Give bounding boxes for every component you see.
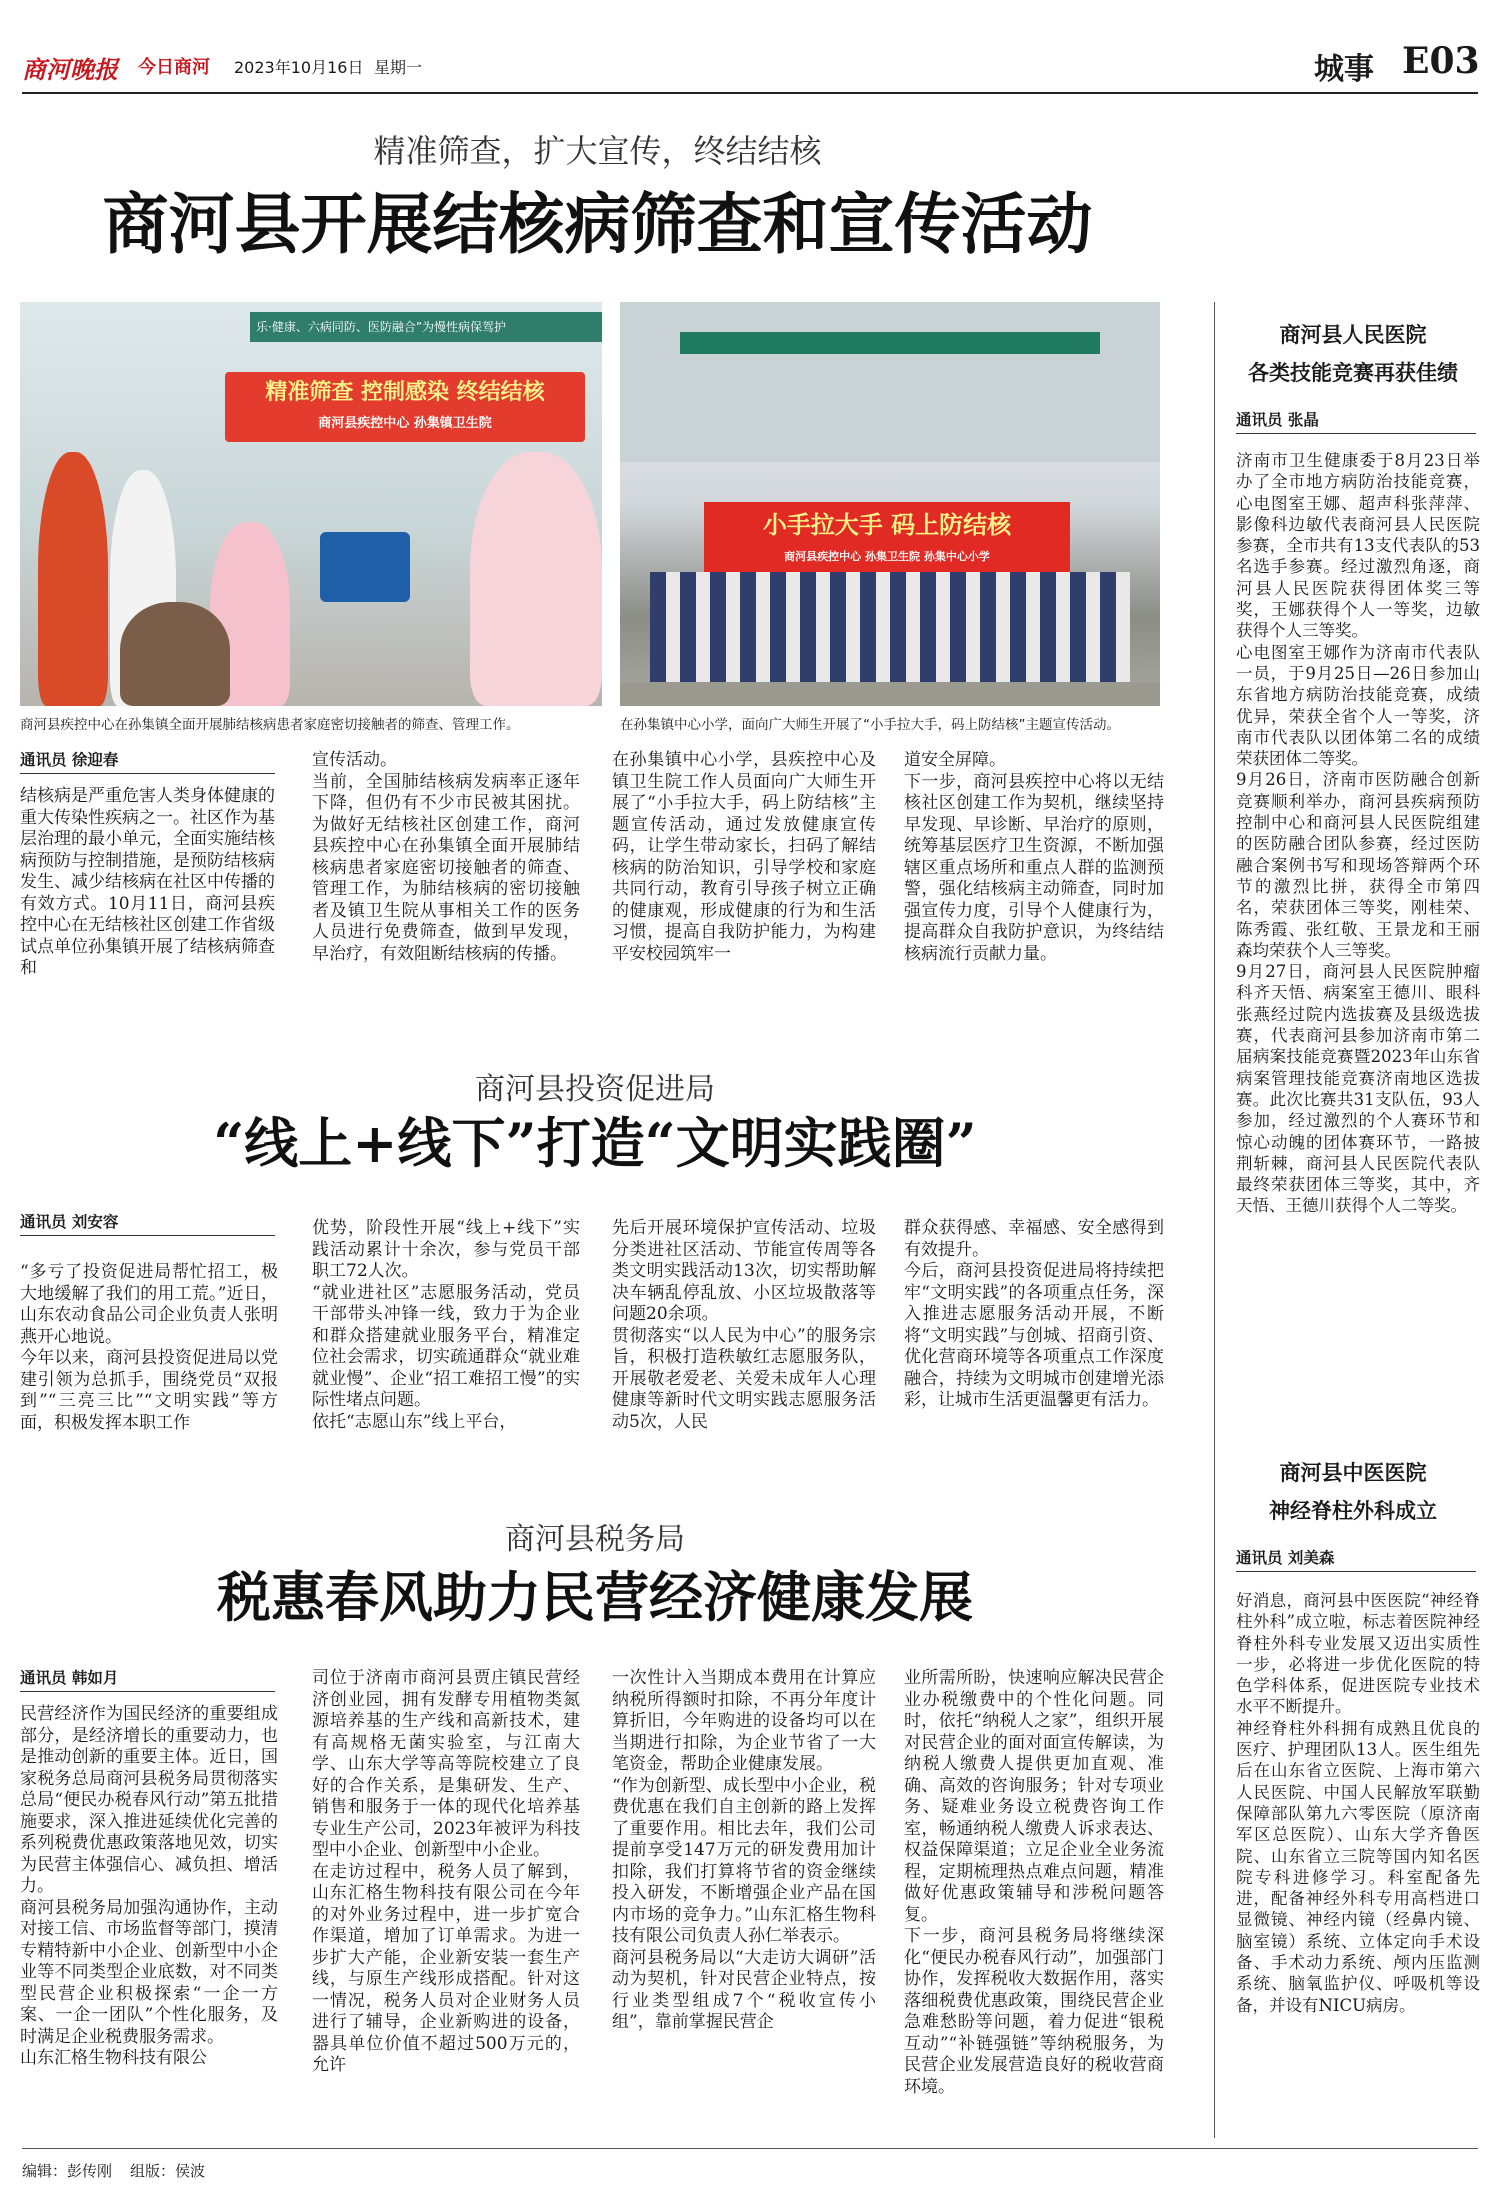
story2-kicker: 商河县投资促进局 — [475, 1072, 715, 1107]
side1-head-1: 商河县人民医院 — [1279, 322, 1427, 347]
ground — [620, 682, 1160, 706]
wall-sign: 乐·健康、六病同防、医防融合”为慢性病保驾护 — [250, 312, 602, 342]
story1-photo2-caption: 在孙集镇中心小学，面向广大师生开展了“小手拉大手，码上防结核”主题宣传活动。 — [620, 717, 1120, 733]
story1-photo-screening — [20, 302, 602, 706]
school-building — [620, 302, 1160, 462]
story1-photo-school — [620, 302, 1160, 706]
story3-col-3: 一次性计入当期成本费用在计算应纳税所得额时扣除，不再分年度计算折旧，今年购进的设备均可以在当期进行扣除，为企业节省了一大笔资金，帮助企业健康发展。 “作为创新型、成长型中小企业，税费优惠在我们自主创新的路上发挥了重要作用。相比去年，我们公司提前享受147万元的研发费用加计扣除，我们打算将节省的资金继续投入研发，不断增强企业产品在国内市场的竞争力。”山东汇格生物科技有限公司负责人孙仁举表示。 商河县税务局以“大走访大调研”活动为契机，针对民营企业特点，按行业类型组成7个“税收宣传小组”，靠前掌握民营企 — [612, 1668, 876, 2032]
footer-rule — [22, 2148, 1478, 2149]
story1-headline: 商河县开展结核病筛查和宣传活动 — [102, 185, 1093, 263]
side2-byline: 通讯员 刘美森 — [1236, 1546, 1476, 1572]
screening-banner-title: 精准筛查 控制感染 终结结核 — [265, 380, 545, 405]
side2-text: 好消息，商河县中医医院“神经脊柱外科”成立啦，标志着医院神经脊柱外科专业发展又迈出实质性一步，必将进一步优化医院的特色学科体系，促进医院专业技术水平不断提升。 神经脊柱外科拥有成熟且优良的医疗、护理团队13人。医生组先后在山东省立医院、上海市第六人民医院、中国人民解放军联勤保障部队第九六零医院（原济南军区总医院）、山东大学齐鲁医院、山东省立三院等国内知名医院专科进修学习。科室配备先进，配备神经外科专用高档进口显微镜、神经内镜（经鼻内镜、脑室镜）系统、立体定向手术设备、手术动力系统、颅内压监测系统、脑氧监护仪、呼吸机等设备，并设有NICU病房。 — [1236, 1591, 1480, 2015]
side2-head-1: 商河县中医医院 — [1279, 1460, 1427, 1485]
story1-photo1-caption: 商河县疾控中心在孙集镇全面开展肺结核病患者家庭密切接触者的筛查、管理工作。 — [20, 717, 520, 733]
medical-box — [320, 532, 410, 602]
story1-col-3: 在孙集镇中心小学，县疾控中心及镇卫生院工作人员面向广大师生开展了“小手拉大手，码上防结核”主题宣传活动，通过发放健康宣传码，让学生带动家长，扫码了解结核病的防治知识，引导学校和家庭共同行动，教育引导孩子树立正确的健康观，形成健康的行为和生活习惯，提高自我防护能力，为构建平安校园筑牢一 — [612, 750, 876, 964]
story2-col-2: 优势，阶段性开展“线上+线下”实践活动累计十余次，参与党员干部职工72人次。 “就业进社区”志愿服务活动，党员干部带头冲锋一线，致力于为企业和群众搭建就业服务平台，精准定位社会需求，切实疏通群众“就业难就业慢”、企业“招工难招工慢”的实际性堵点问题。 依托“志愿山东”线上平台， — [312, 1218, 580, 1432]
side2-head-2: 神经脊柱外科成立 — [1269, 1498, 1437, 1523]
story1-kicker: 精准筛查，扩大宣传，终结结核 — [373, 132, 822, 170]
story3-col-4: 业所需所盼，快速响应解决民营企业办税缴费中的个性化问题。同时，依托“纳税人之家”，组织开展对民营企业的面对面宣传解读，为纳税人缴费人提供更加直观、准确、高效的咨询服务；针对专项业务、疑难业务设立税费咨询工作室，畅通纳税人缴费人诉求表达、权益保障渠道；立足企业全业务流程，定期梳理热点难点问题，精准做好优惠政策辅导和涉税问题答复。 下一步，商河县税务局将继续深化“便民办税春风行动”，加强部门协作，发挥税收大数据作用，落实落细税费优惠政策，围绕民营企业急难愁盼等问题，着力促进“银税互动”“补链强链”等纳税服务，为民营企业发展营造良好的税收营商环境。 — [904, 1668, 1164, 2097]
paper-logo: 商河晚报 — [22, 55, 118, 84]
patient-figure — [120, 602, 230, 706]
students-row — [650, 572, 1130, 682]
page-number: E03 — [1402, 40, 1480, 82]
screening-banner — [225, 372, 585, 442]
story1-col-4: 道安全屏障。 下一步，商河县疾控中心将以无结核社区创建工作为契机，继续坚持早发现、早诊断、早治疗的原则，统筹基层医疗卫生资源，不断加强辖区重点场所和重点人群的监测预警，强化结核病主动筛查，同时加强宣传力度，引导个人健康行为，提高群众自我防护意识，为终结结核病流行贡献力量。 — [904, 750, 1164, 964]
story3-kicker: 商河县税务局 — [505, 1522, 685, 1557]
story1-col-2: 宣传活动。 当前，全国肺结核病发病率正逐年下降，但仍有不少市民被其困扰。为做好无结核社区创建工作，商河县疾控中心在孙集镇全面开展肺结核病患者家庭密切接触者的筛查、管理工作，为肺结核病的密切接触者及镇卫生院从事相关工作的医务人员进行免费筛查，做到早发现，早治疗，有效阻断结核病的传播。 — [312, 750, 580, 964]
issue-weekday: 星期一 — [374, 58, 423, 77]
story1-byline: 通讯员 徐迎春 — [20, 748, 275, 774]
staff-figure — [38, 452, 108, 706]
footer-layout: 组版：侯波 — [130, 2162, 206, 2180]
column-name: 城事 — [1314, 52, 1374, 87]
side1-byline: 通讯员 张晶 — [1236, 408, 1476, 434]
story2-byline: 通讯员 刘安容 — [20, 1210, 275, 1236]
story3-col-2: 司位于济南市商河县贾庄镇民营经济创业园，拥有发酵专用植物类氮源培养基的生产线和高新技术，建有高规格无菌实验室，与江南大学、山东大学等高等院校建立了良好的合作关系，是集研发、生产、销售和服务于一体的现代化培养基专业生产公司，2023年被评为科技型中小企业、创新型中小企业。 在走访过程中，税务人员了解到，山东汇格生物科技有限公司在今年的对外业务过程中，进一步扩宽合作渠道，增加了订单需求。为进一步扩大产能，企业新安装一套生产线，与原生产线形成搭配。针对这一情况，税务人员对企业财务人员进行了辅导，企业新购进的设备，器具单位价值不超过500万元的，允许 — [312, 1668, 580, 2075]
section-label: 今日商河 — [138, 57, 210, 78]
story3-byline: 通讯员 韩如月 — [20, 1666, 275, 1692]
sidebar-divider — [1214, 302, 1215, 2138]
school-window-band — [680, 332, 1100, 354]
school-banner — [704, 502, 1070, 576]
side1-text: 济南市卫生健康委于8月23日举办了全市地方病防治技能竞赛，心电图室王娜、超声科张萍萍、影像科边敏代表商河县人民医院参赛，全市共有13支代表队的53名选手参赛。经过激烈角逐，商河县人民医院获得团体奖三等奖，王娜获得个人一等奖，边敏获得个人三等奖。 心电图室王娜作为济南市代表队一员，于9月25日—26日参加山东省地方病防治技能竞赛，成绩优异，荣获全省个人一等奖，济南市代表队以团体第二名的成绩荣获团体二等奖。 9月26日，济南市医防融合创新竞赛顺利举办，商河县疾病预防控制中心和商河县人民医院组建的医防融合团队参赛，经过医防融合案例书写和现场答辩两个环节的激烈比拼，获得全市第四名，荣获团体三等奖，刚桂荣、陈秀霞、张红敬、王景龙和王丽森均荣获个人三等奖。 9月27日，商河县人民医院肿瘤科齐天悟、病案室王德川、眼科张燕经过院内选拔赛及县级选拔赛，代表商河县参加济南市第二届病案技能竞赛暨2023年山东省病案管理技能竞赛济南地区选拔赛。此次比赛共31支队伍，93人参加，经过激烈的个人赛环节和惊心动魄的团体赛环节，一路披荆斩棘，商河县人民医院代表队最终荣获团体三等奖，其中，齐天悟、王德川获得个人二等奖。 — [1236, 451, 1480, 1216]
story2-col-1: “多亏了投资促进局帮忙招工，极大地缓解了我们的用工荒。”近日，山东农动食品公司企业负责人张明燕开心地说。 今年以来，商河县投资促进局以党建引领为总抓手，围绕党员“双报到”“三亮三比”“文明实践”等方面，积极发挥本职工作 — [20, 1262, 278, 1433]
story2-col-4: 群众获得感、幸福感、安全感得到有效提升。 今后，商河县投资促进局将持续把牢“文明实践”的各项重点任务，深入推进志愿服务活动开展，不断将“文明实践”与创城、招商引资、优化营商环境等各项重点工作深度融合，持续为文明城市创建增光添彩，让城市生活更温馨更有活力。 — [904, 1218, 1164, 1410]
footer-editor: 编辑：彭传刚 — [22, 2162, 113, 2180]
masthead — [22, 40, 1478, 94]
story1-col-1: 结核病是严重危害人类身体健康的重大传染性疾病之一。社区作为基层治理的最小单元，全面实施结核病预防与控制措施，是预防结核病发生、减少结核病在社区中传播的有效方式。10月11日，商河县疾控中心在无结核社区创建工作省级试点单位孙集镇开展了结核病筛查和 — [20, 786, 275, 978]
school-banner-sub: 商河县疾控中心 孙集卫生院 孙集中心小学 — [784, 550, 990, 563]
story3-headline: 税惠春风助力民营经济健康发展 — [217, 1565, 973, 1629]
issue-date: 2023年10月16日 — [234, 58, 364, 77]
side1-head-2: 各类技能竞赛再获佳绩 — [1248, 360, 1458, 385]
story2-col-3: 先后开展环境保护宣传活动、垃圾分类进社区活动、节能宣传周等各类文明实践活动13次，切实帮助解决车辆乱停乱放、小区垃圾散落等问题20余项。 贯彻落实“以人民为中心”的服务宗旨，积极打造秩敏红志愿服务队，开展敬老爱老、关爱未成年人心理健康等新时代文明实践志愿服务活动5次，人民 — [612, 1218, 876, 1432]
story3-col-1: 民营经济作为国民经济的重要组成部分，是经济增长的重要动力，也是推动创新的重要主体。近日，国家税务总局商河县税务局贯彻落实总局“便民办税春风行动”第五批措施要求，深入推进延续优化完善的系列税费优惠政策落地见效，切实为民营主体强信心、减负担、增活力。 商河县税务局加强沟通协作，主动对接工信、市场监督等部门，摸清专精特新中小企业、创新型中小企业等不同类型企业底数，对不同类型民营企业积极探索“一企一方案、一企一团队”个性化服务，及时满足企业税费服务需求。 山东汇格生物科技有限公 — [20, 1704, 278, 2068]
screening-banner-sub: 商河县疾控中心 孙集镇卫生院 — [318, 416, 492, 431]
story2-headline: “线上+线下”打造“文明实践圈” — [213, 1111, 977, 1175]
school-banner-title: 小手拉大手 码上防结核 — [762, 511, 1012, 539]
nurse-figure-right — [470, 452, 602, 706]
